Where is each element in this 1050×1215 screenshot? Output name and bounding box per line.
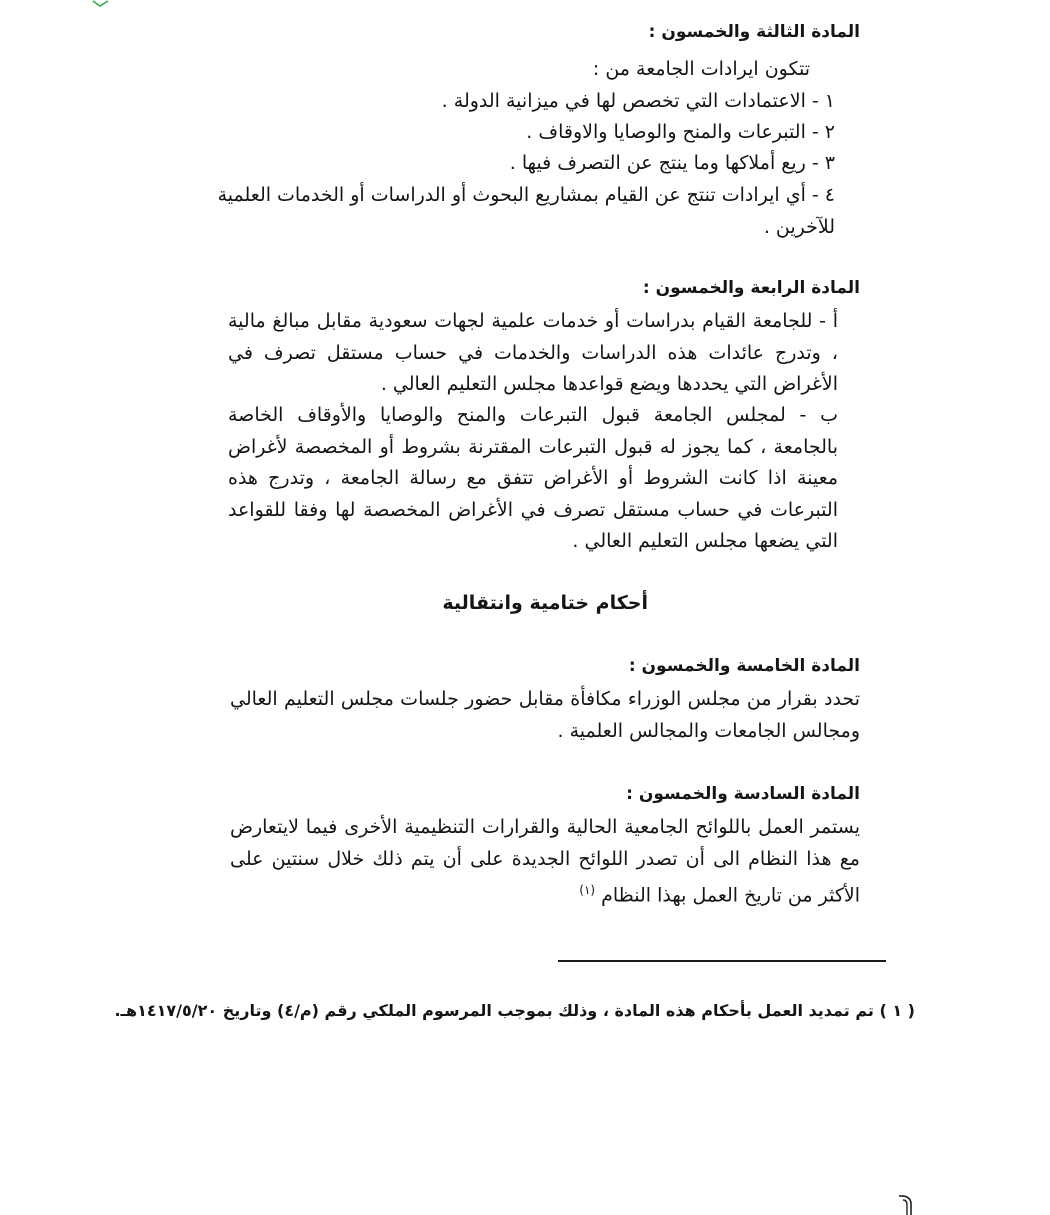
article-53-intro: تتكون ايرادات الجامعة من : <box>592 58 810 80</box>
article-54-para-b: ب - لمجلس الجامعة قبول التبرعات والمنح والوصايا والأوقاف الخاصة بالجامعة ، كما يجوز له قبول التبرعات المقترنة بشروط أو المخصصة لأغراض معينة اذا كانت الشروط أو الأغراض تتفق مع رسالة الجامعة ، وتدرج هذه التبرعات في حساب مستقل تصرف في الأغراض المخصصة لها وفقا للقواعد التي يضعها مجلس التعليم العالي . <box>228 404 838 552</box>
article-53-item-4-cont: للآخرين . <box>763 216 835 238</box>
article-56-heading: المادة السادسة والخمسون : <box>626 784 860 804</box>
article-53-item-2: ٢ - التبرعات والمنح والوصايا والاوقاف . <box>526 121 835 143</box>
article-53-item-1: ١ - الاعتمادات التي تخصص لها في ميزانية الدولة . <box>441 90 835 112</box>
section-title: أحكام ختامية وانتقالية <box>442 592 648 614</box>
article-53-heading: المادة الثالثة والخمسون : <box>648 22 860 42</box>
footnote-separator <box>558 960 886 962</box>
article-56-text <box>230 812 860 912</box>
article-54-para-a: أ - للجامعة القيام بدراسات أو خدمات علمية لجهات سعودية مقابل مبالغ مالية ، وتدرج عائدات هذه الدراسات والخدمات في حساب مستقل تصرف في الأغراض التي يحددها ويضع قواعدها مجلس التعليم العالي . <box>228 310 838 395</box>
article-53-item-3: ٣ - ريع أملاكها وما ينتج عن التصرف فيها . <box>509 152 835 174</box>
article-54-heading: المادة الرابعة والخمسون : <box>642 278 860 298</box>
article-56-body: يستمر العمل باللوائح الجامعية الحالية والقرارات التنظيمية الأخرى فيما لايتعارض مع هذا النظام الى أن تصدر اللوائح الجديدة على أن يتم ذلك خلال سنتين على الأكثر من تاريخ العمل بهذا النظام <box>230 816 860 907</box>
footnote-reference: (١) <box>579 883 596 897</box>
article-55-text: تحدد بقرار من مجلس الوزراء مكافأة مقابل حضور جلسات مجلس التعليم العالي ومجالس الجامعات والمجالس العلمية . <box>230 688 860 742</box>
article-55-heading: المادة الخامسة والخمسون : <box>628 656 860 676</box>
footnote: ( ١ ) تم تمديد العمل بأحكام هذه المادة ، وذلك بموجب المرسوم الملكي رقم (م/٤) وتاريخ ١٤١٧/٥/٢٠هـ. <box>114 1001 915 1020</box>
corner-mark-icon <box>92 0 110 8</box>
article-53-item-4: ٤ - أي ايرادات تنتج عن القيام بمشاريع البحوث أو الدراسات أو الخدمات العلمية <box>217 184 835 206</box>
page-curl-icon <box>896 1193 920 1215</box>
